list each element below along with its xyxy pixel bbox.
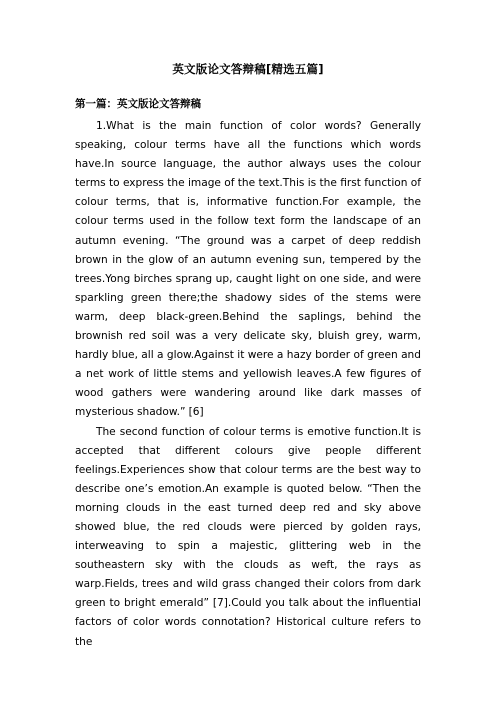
- paragraph-2: The second function of colour terms is emotive function.It is accepted that different colours give people different feelings.Experiences show that colour terms are the best way to describe one’s emotion.An example is quoted below. “Then the morning clouds in the east turned deep red and sky above showed blue, the red clouds were pierced by golden rays, interweaving to spin a majestic, glittering web in the southeastern sky with the clouds as weft, the rays as warp.Fields, trees and wild grass changed their colors from dark green to bright emerald” [7].Could you talk about the influential factors of color words connotation? Historical culture refers to the: [75, 425, 421, 648]
- document-body: [75, 117, 421, 652]
- document-title: 英文版论文答辩稿[精选五篇]: [172, 62, 324, 76]
- paragraph-1: 1.What is the main function of color words? Generally speaking, colour terms have all the functions which words have.In source language, the author always uses the colour terms to express the image of the text.This is the first function of colour terms, that is, informative function.For example, the colour terms used in the follow text form the landscape of an autumn evening. “The ground was a carpet of deep reddish brown in the glow of an autumn evening sun, tempered by the trees.Yong birches sprang up, caught light on one side, and were sparkling green there;the shadowy sides of the stems were warm, deep black-green.Behind the saplings, behind the brownish red soil was a very delicate sky, bluish grey, warm, hardly blue, all a glow.Against it were a hazy border of green and a net work of little stems and yellowish leaves.A few figures of wood gathers were wandering around like dark masses of mysterious shadow.” [6]: [75, 120, 421, 419]
- section-heading: 第一篇：英文版论文答辩稿: [75, 98, 201, 110]
